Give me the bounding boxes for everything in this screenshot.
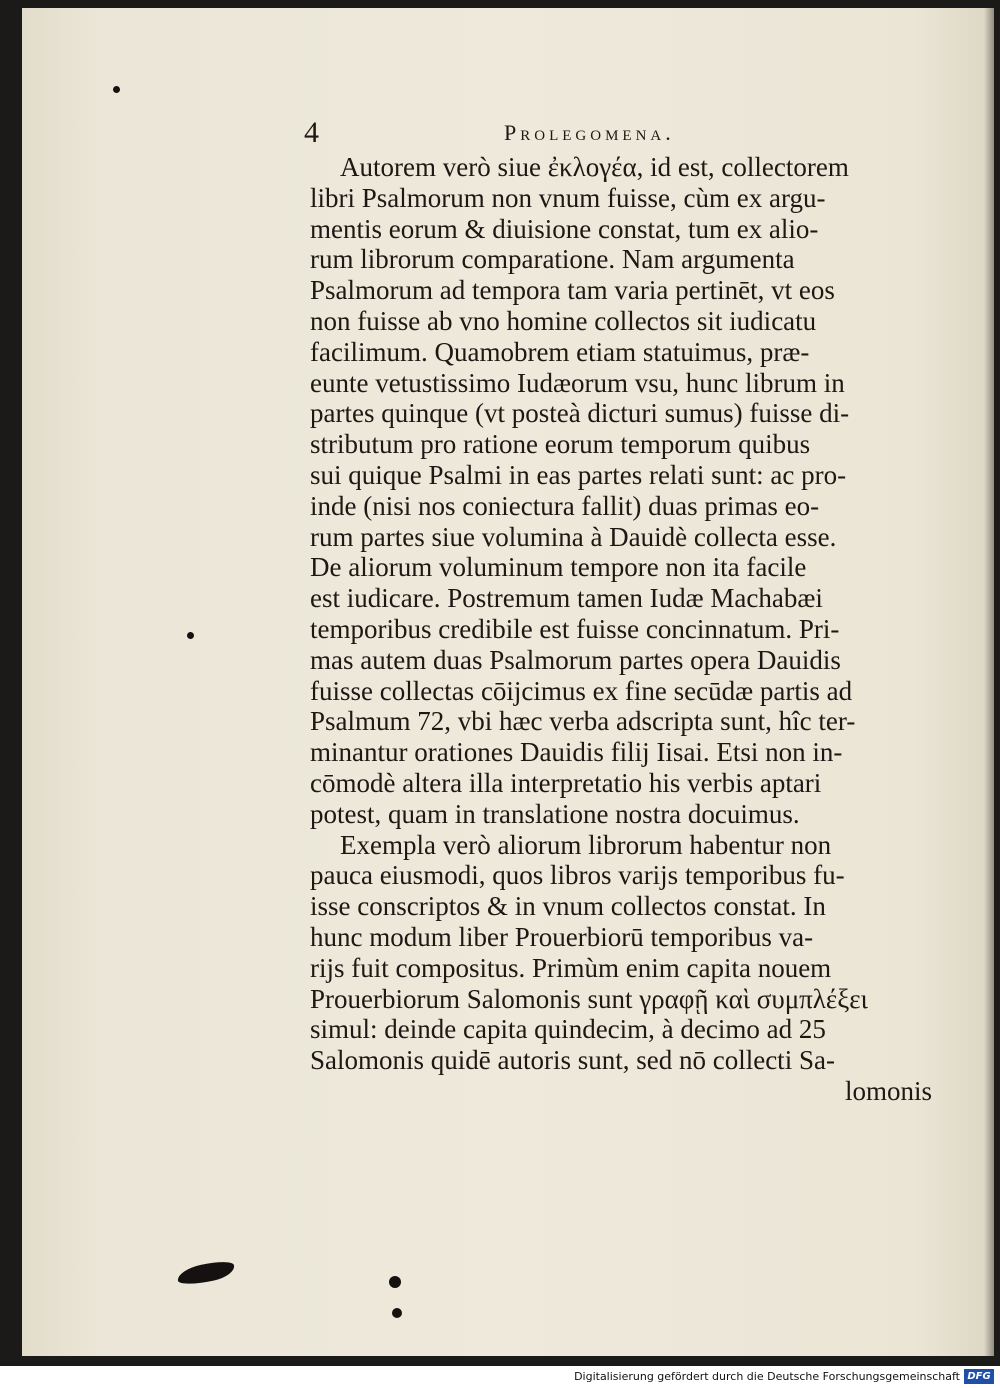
text-line: mas autem duas Psalmorum partes opera Dauidis [310,644,841,675]
page-number: 4 [304,116,319,149]
text-line: inde (nisi nos coniectura fallit) duas primas eo- [310,490,820,521]
text-line: facilimum. Quamobrem etiam statuimus, præ- [310,336,810,367]
text-line: minantur orationes Dauidis filij Iisai. Etsi non in- [310,737,843,768]
text-line: potest, quam in translatione nostra docuimus. [310,798,800,829]
text-line: isse conscriptos & in vnum collectos constat. In [310,891,826,922]
text-line: simul: deinde capita quindecim, à decimo ad 25 [310,1014,826,1045]
text-line: eunte vetustissimo Iudæorum vsu, hunc librum in [310,367,845,398]
text-line: rijs fuit compositus. Primùm enim capita nouem [310,952,832,983]
text-line: hunc modum liber Prouerbiorū temporibus va- [310,921,814,952]
text-line: rum librorum comparatione. Nam argumenta [310,244,795,275]
text-line: cōmodè altera illa interpretatio his verbis aptari [310,767,822,798]
ink-spot [113,86,120,93]
body-text [310,152,932,1107]
catchword: lomonis [844,1075,932,1106]
text-line: Exempla verò aliorum librorum habentur non [340,829,832,860]
text-line: pauca eiusmodi, quos libros varijs temporibus fu- [310,860,845,891]
running-head-title: Prolegomena. [504,120,675,145]
text-line: partes quinque (vt posteà dicturi sumus) fuisse di- [310,398,850,429]
text-line: Psalmum 72, vbi hæc verba adscripta sunt, hîc ter- [310,706,856,737]
text-line: stributum pro ratione eorum temporum quibus [310,429,811,460]
text-line: rum partes siue volumina à Dauidè collecta esse. [310,521,837,552]
text-line: Psalmorum ad tempora tam varia pertinēt, vt eos [310,275,835,306]
ink-spot [392,1308,402,1318]
ink-spot [187,632,194,639]
text-line: sui quique Psalmi in eas partes relati sunt: ac pro- [310,459,847,490]
running-head [304,116,924,150]
text-line: libri Psalmorum non vnum fuisse, cùm ex argu- [310,182,826,213]
text-line: fuisse collectas cōijcimus ex fine secūdæ partis ad [310,675,853,706]
text-line: est iudicare. Postremum tamen Iudæ Machabæi [310,583,823,614]
text-line: De aliorum voluminum tempore non ita facile [310,552,807,583]
text-line: temporibus credibile est fuisse concinnatum. Pri- [310,613,840,644]
text-line: Prouerbiorum Salomonis sunt γραφῇ καὶ συμπλέξει [310,983,868,1014]
book-page [22,8,994,1356]
ink-blot [176,1258,236,1288]
page-edge-shadow [984,8,994,1356]
digitization-footer [0,1366,1000,1388]
ink-spot [389,1276,401,1288]
dfg-logo: DFG [964,1369,994,1384]
text-line: Salomonis quidē autoris sunt, sed nō collecti Sa- [310,1045,835,1076]
text-line: mentis eorum & diuisione constat, tum ex alio- [310,213,819,244]
text-line: non fuisse ab vno homine collectos sit iudicatu [310,305,817,336]
funding-credit: Digitalisierung gefördert durch die Deutsche Forschungsgemeinschaft [574,1370,960,1383]
text-line: Autorem verò siue ἐκλογέα, id est, collectorem [340,152,849,182]
